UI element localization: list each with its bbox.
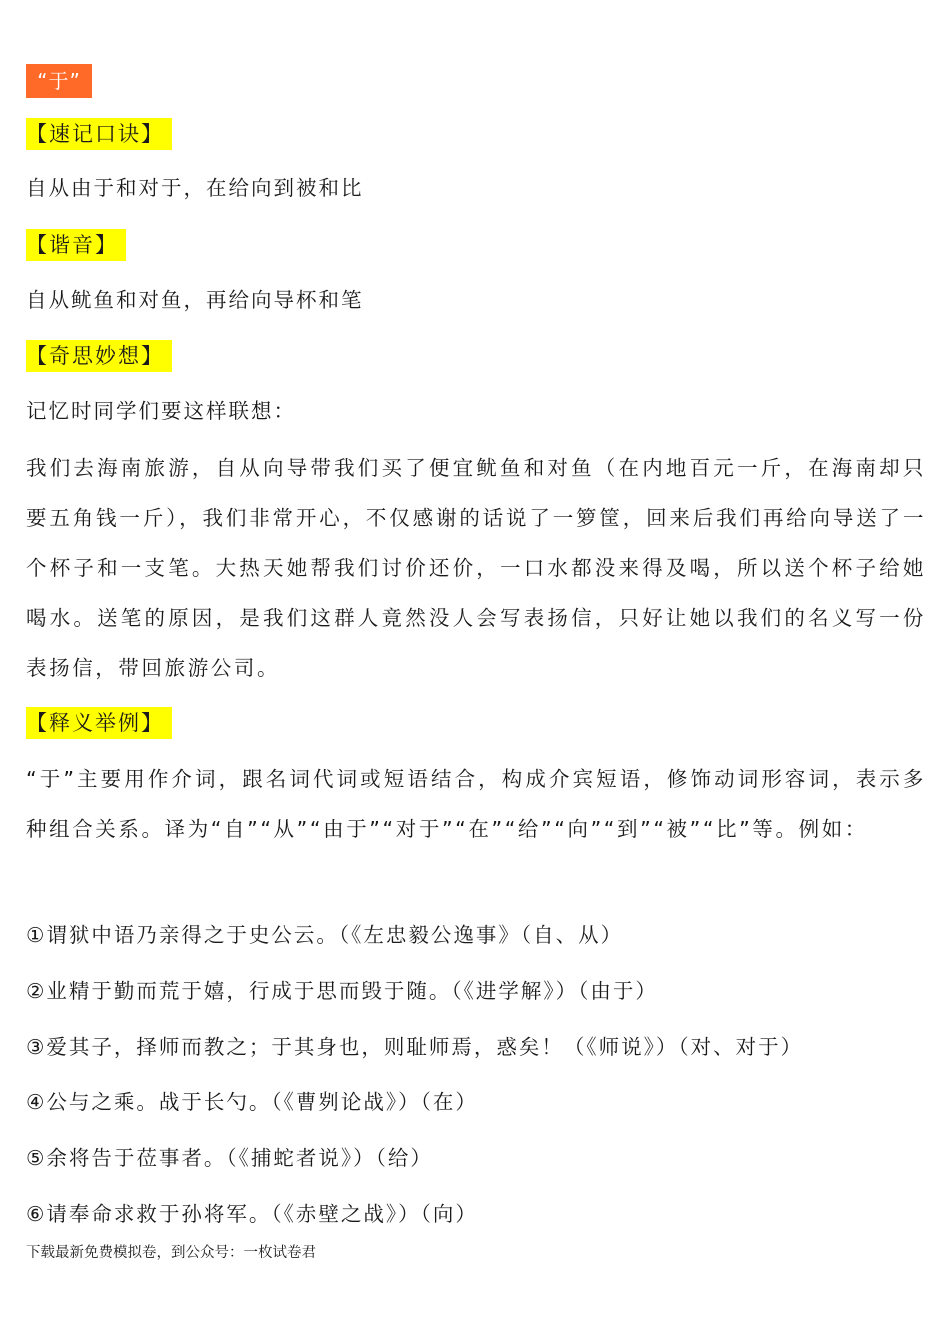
examples-intro: “于”主要用作介词，跟名词代词或短语结合，构成介宾短语，修饰动词形容词，表示多种组合关系。译为“自”“从”“由于”“对于”“在”“给”“向”“到”“被”“比”等。例如： bbox=[26, 767, 926, 841]
page-title: “于” bbox=[26, 64, 92, 98]
example-item-2: ②业精于勤而荒于嬉，行成于思而毁于随。（《进学解》）（由于） bbox=[26, 979, 658, 1003]
homophone-heading: 【谐音】 bbox=[26, 229, 126, 261]
mnemonic-text: 自从由于和对于，在给向到被和比 bbox=[26, 176, 364, 200]
example-item-3: ③爱其子，择师而教之；于其身也，则耻师焉，惑矣！（《师说》）（对、对于） bbox=[26, 1035, 804, 1059]
homophone-text: 自从鱿鱼和对鱼，再给向导杯和笔 bbox=[26, 288, 364, 312]
mnemonic-heading: 【速记口诀】 bbox=[26, 118, 172, 150]
imagination-heading: 【奇思妙想】 bbox=[26, 340, 172, 372]
imagination-story: 我们去海南旅游，自从向导带我们买了便宜鱿鱼和对鱼（在内地百元一斤，在海南却只要五角钱一斤），我们非常开心，不仅感谢的话说了一箩筐，回来后我们再给向导送了一个杯子和一支笔。大热天她帮我们讨价还价，一口水都没来得及喝，所以送个杯子给她喝水。送笔的原因，是我们这群人竟然没人会写表扬信，只好让她以我们的名义写一份表扬信，带回旅游公司。 bbox=[26, 456, 926, 680]
footer-note: 下载最新免费模拟卷，到公众号：一枚试卷君 bbox=[26, 1245, 316, 1261]
examples-heading: 【释义举例】 bbox=[26, 707, 172, 739]
example-item-1: ①谓狱中语乃亲得之于史公云。（《左忠毅公逸事》（自、从） bbox=[26, 923, 624, 947]
example-item-4: ④公与之乘。战于长勺。（《曹刿论战》）（在） bbox=[26, 1090, 478, 1114]
example-item-6: ⑥请奉命求救于孙将军。（《赤壁之战》）（向） bbox=[26, 1202, 478, 1226]
imagination-intro: 记忆时同学们要这样联想： bbox=[26, 399, 296, 423]
example-item-5: ⑤余将告于莅事者。（《捕蛇者说》）（给） bbox=[26, 1146, 433, 1170]
